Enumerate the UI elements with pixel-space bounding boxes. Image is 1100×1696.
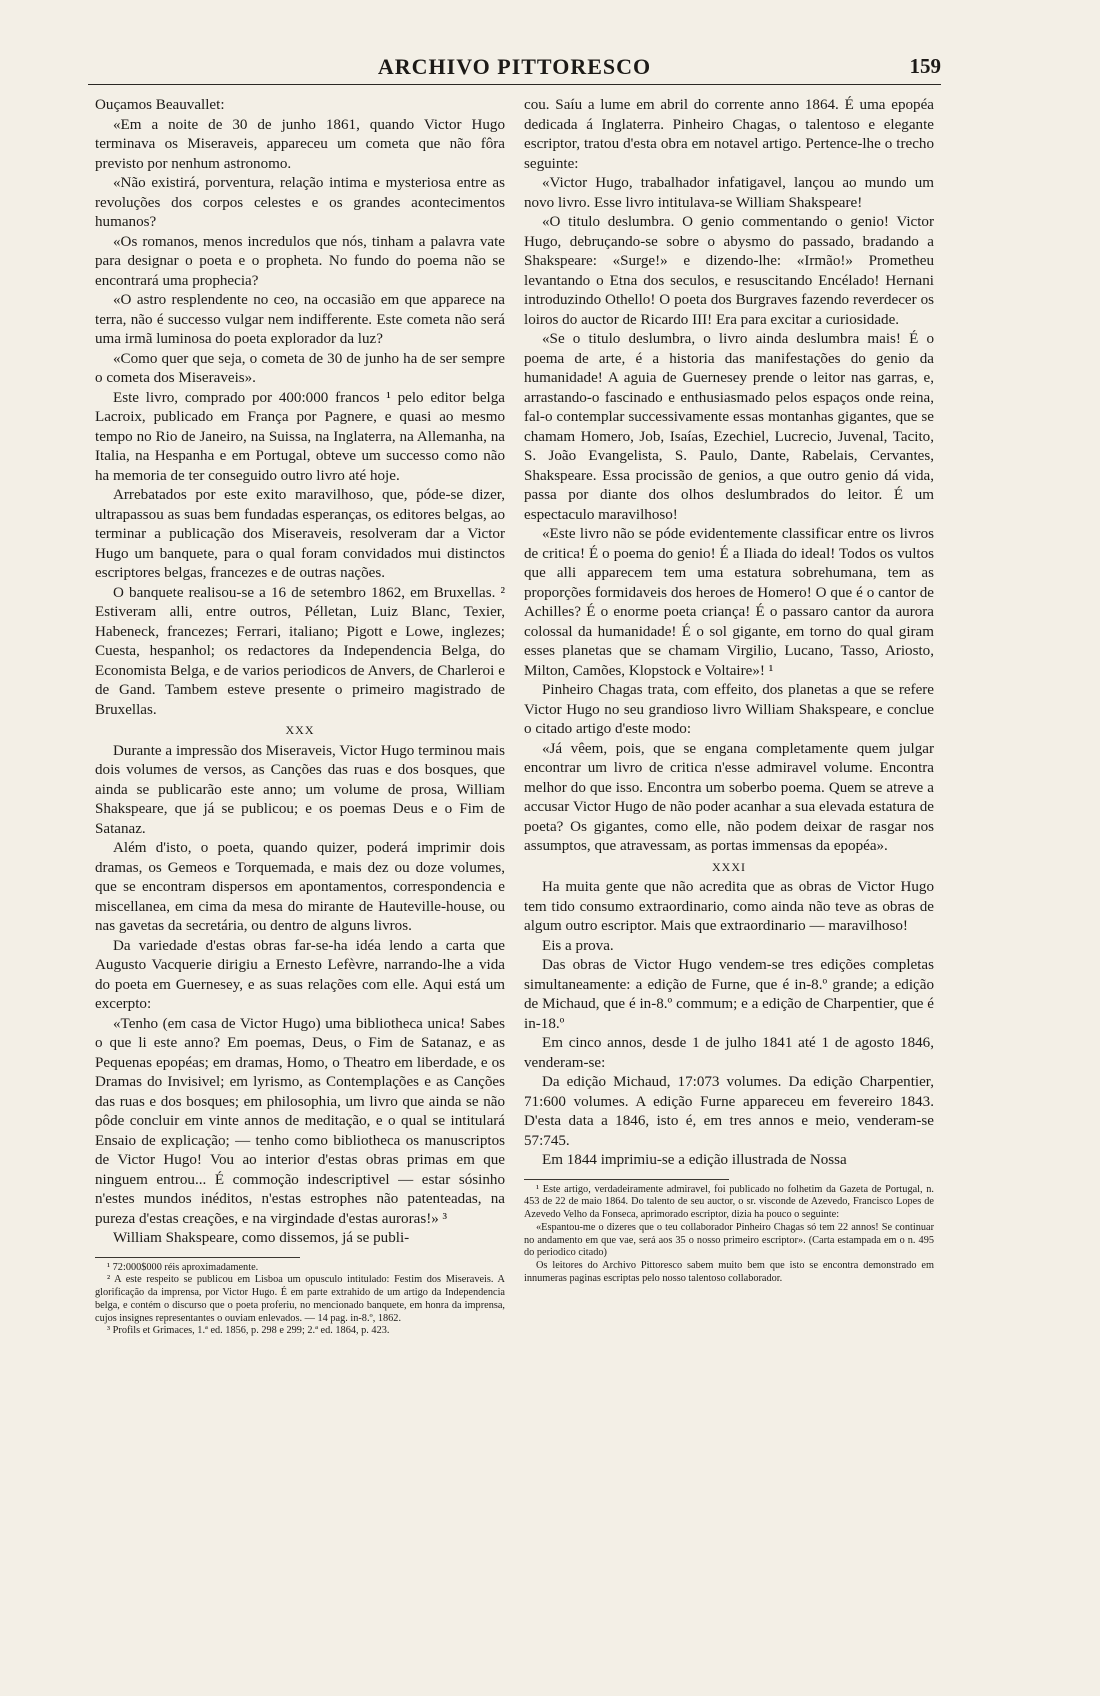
paragraph: O banquete realisou-se a 16 de setembro 1862, em Bruxellas. ² Estiveram alli, entre outros, Pélletan, Luiz Blanc, Texier, Habeneck, francezes; Ferrari, italiano; Pigott e Lowe, inglezes; Cuesta, hespanhol; os redactores da Independencia Belga, do Economista Belga, e de varios periodicos de Anvers, de Charleroi e de Gand. Tambem esteve presente o primeiro magistrado de Bruxellas.	[95, 584, 505, 718]
paragraph: «O titulo deslumbra. O genio commentando o genio! Victor Hugo, debruçando-se sobre o abysmo do passado, bradando a Shakspeare: «Surge!» e dizendo-lhe: «Irmão!» Prometheu levantando o Etna dos seculos, e resuscitando Encélado! Hernani introduzindo Othello! O poeta dos Burgraves fazendo reverdecer os loiros do auctor de Ricardo III! Era para excitar a curiosidade.	[524, 214, 934, 328]
paragraph: Este livro, comprado por 400:000 francos ¹ pelo editor belga Lacroix, publicado em França por Pagnere, e quasi ao mesmo tempo no Rio de Janeiro, na Suissa, na Inglaterra, na Allemanha, na Italia, na Hespanha e em Portugal, obteve um successo como não ha memoria de ter conseguido outro livro até hoje.	[95, 389, 505, 484]
paragraph: Pinheiro Chagas trata, com effeito, dos planetas a que se refere Victor Hugo no seu grandioso livro William Shakspeare, e conclue o citado artigo d'este modo:	[524, 682, 934, 737]
paragraph: Da variedade d'estas obras far-se-ha idéa lendo a carta que Augusto Vacquerie dirigiu a Ernesto Lefèvre, narrando-lhe a vida do poeta em Guernesey, e as suas relações com elle. Aqui está um excerpto:	[95, 937, 505, 1012]
footnote: ² A este respeito se publicou em Lisboa um opusculo intitulado: Festim dos Miseraveis. A glorificação da imprensa, por Victor Hugo. É em parte extrahido de um artigo da Independencia belga, e contém o discurso que o poeta proferiu, no mencionado banquete, em honra da imprensa, cujos insignes representantes o ouviam enlevados. — 14 pag. in-8.º, 1862.	[95, 1274, 505, 1324]
paragraph: «Já vêem, pois, que se engana completamente quem julgar encontrar um livro de critica n'esse admiravel volume. Encontra melhor do que isso. Encontra um soberbo poema. Quem se atreve a accusar Victor Hugo de não poder acanhar a sua elevada estatura de poeta? Os gigantes, como elle, não podem deixar de rasgar nos assumptos, que atravessam, as portas immensas da epopéa».	[524, 740, 934, 854]
section-number: XXX	[285, 723, 315, 737]
paragraph: «Victor Hugo, trabalhador infatigavel, lançou ao mundo um novo livro. Esse livro intitulava-se William Shakspeare!	[524, 175, 934, 211]
paragraph: Arrebatados por este exito maravilhoso, que, póde-se dizer, ultrapassou as suas bem fundadas esperanças, os editores belgas, ao terminar a publicação dos Miseraveis, resolveram dar a Victor Hugo um banquete, para o qual foram convidados mui distinctos escriptores belgas, francezes e de outras nações.	[95, 487, 505, 581]
paragraph: Além d'isto, o poeta, quando quizer, poderá imprimir dois dramas, os Gemeos e Torquemada, e mais dez ou doze volumes, que se encontram dispersos em apontamentos, correspondencia e miscellanea, em cima da mesa do mirante de Hauteville-house, ou nas gavetas da secretária, ou dentro de alguns livros.	[95, 840, 505, 934]
paragraph: «O astro resplendente no ceo, na occasião em que apparece na terra, não é successo vulgar nem indifferente. Este cometa não será uma irmã luminosa do poeta explorador da luz?	[95, 292, 505, 347]
paragraph: Em cinco annos, desde 1 de julho 1841 até 1 de agosto 1846, venderam-se:	[524, 1035, 934, 1071]
paragraph: Eis a prova.	[542, 937, 614, 954]
paragraph: «Se o titulo deslumbra, o livro ainda deslumbra mais! É o poema de arte, é a historia das manifestações do genio da humanidade! A aguia de Guernesey prende o leitor nas garras, e, arrastando-o fascinado e enthusiasmado pelos espaços onde reina, fal-o contemplar successivamente essas montanhas gigantes, que se chamam Homero, Job, Isaías, Ezechiel, Lucrecio, Juvenal, Tacito, S. João Evangelista, S. Paulo, Dante, Rabelais, Cervantes, Shakspeare. Essa procissão de genios, a que outro genio dá vida, passa por diante dos olhos deslumbrados do leitor. É um espectaculo maravilhoso!	[524, 331, 934, 523]
footnote-rule	[524, 1179, 729, 1180]
paragraph: Ha muita gente que não acredita que as obras de Victor Hugo tem tido consumo extraordinario, como ainda não teve as obras de algum outro escriptor. Mais que extraordinario — maravilhoso!	[524, 879, 934, 934]
footnote: ¹ Este artigo, verdadeiramente admiravel, foi publicado no folhetim da Gazeta de Portugal, n. 453 de 22 de maio 1864. Do talento de seu auctor, o sr. visconde de Azevedo, Francisco Lopes de Azevedo Velho da Fonseca, aprimorado escriptor, dizia ha pouco o seguinte:	[524, 1183, 934, 1221]
page-number: 159	[909, 54, 941, 78]
paragraph: «Como quer que seja, o cometa de 30 de junho ha de ser sempre o cometa dos Miseraveis».	[95, 350, 505, 386]
paragraph: Durante a impressão dos Miseraveis, Victor Hugo terminou mais dois volumes de versos, as Canções das ruas e dos bosques, que ainda se publicarão este anno; um volume de prosa, William Shakspeare, que já se publicou; e os poemas Deus e o Fim de Satanaz.	[95, 742, 505, 837]
section-number: XXXI	[712, 859, 746, 874]
paragraph: «Este livro não se póde evidentemente classificar entre os livros de critica! É o poema do genio! É a Iliada do ideal! Todos os vultos que alli apparecem tem uma estatura sobrehumana, tem as proporções formidaveis dos heroes de Homero! O que é o cantor de Achilles? É o enorme poeta criança! É o passaro cantor da aurora colossal da humanidade! É o sol gigante, em torno do qual giram esses planetas que se chamam Virgilio, Lucano, Tasso, Ariosto, Milton, Camões, Klopstock e Voltaire»! ¹	[524, 526, 934, 679]
footnote: «Espantou-me o dizeres que o teu collaborador Pinheiro Chagas só tem 22 annos! Se continuar no andamento em que vae, será aos 35 o nosso primeiro escriptor». (Carta estampada em o n. 495 do periodico citado)	[524, 1221, 934, 1259]
running-header	[88, 52, 941, 85]
footnote: Os leitores do Archivo Pittoresco sabem muito bem que isto se encontra demonstrado em innumeras paginas escriptas pelo nosso talentoso collaborador.	[524, 1260, 934, 1285]
left-column	[95, 96, 505, 1338]
paragraph: «Tenho (em casa de Victor Hugo) uma bibliotheca unica! Sabes o que li este anno? Em poemas, Deus, o Fim de Satanaz, e as Pequenas epopéas; em dramas, Homo, o Theatro em liberdade, e os Dramas do Invisivel; em lyrismo, as Contemplações e as Canções das ruas e dos bosques; em philosophia, um livro que ainda se não pôde concluir em vinte annos de meditação, e o qual se intitulará Ensaio de explicação; — tenho como bibliotheca os manuscriptos de Victor Hugo! Vou ao interior d'estas obras primas em que ninguem entrou... É commoção indescriptivel — estar sósinho n'estes mundos inéditos, n'estas estrophes não patenteadas, na pureza d'estas creações, e na virgindade d'estas auroras!» ³	[95, 1015, 505, 1227]
paragraph: William Shakspeare, como dissemos, já se publi-	[113, 1230, 410, 1246]
paragraph: cou. Saíu a lume em abril do corrente anno 1864. É uma epopéa dedicada á Inglaterra. Pinheiro Chagas, o talentoso e elegante escriptor, tratou d'esta obra em notavel artigo. Pertence-lhe o trecho seguinte:	[524, 97, 934, 172]
paragraph: Das obras de Victor Hugo vendem-se tres edições completas simultaneamente: a edição de Furne, que é in-8.º grande; a edição de Michaud, que é in-8.º commum; e a edição de Charpentier, que é in-18.º	[524, 957, 934, 1032]
footnote: ¹ 72:000$000 réis aproximadamente.	[107, 1261, 259, 1273]
paragraph: Ouçamos Beauvallet:	[95, 97, 225, 113]
paragraph: «Não existirá, porventura, relação intima e mysteriosa entre as revoluções dos corpos celestes e os grandes acontecimentos humanos?	[95, 175, 505, 230]
footnotes	[95, 1257, 505, 1339]
paragraph: Da edição Michaud, 17:073 volumes. Da edição Charpentier, 71:600 volumes. A edição Furne appareceu em fevereiro 1843. D'esta data a 1846, isto é, em tres annos e meio, venderam-se 57:745.	[524, 1074, 934, 1149]
footnote-rule	[95, 1257, 300, 1258]
footnote: ³ Profils et Grimaces, 1.ª ed. 1856, p. 298 e 299; 2.ª ed. 1864, p. 423.	[107, 1325, 390, 1337]
paragraph: Em 1844 imprimiu-se a edição illustrada de Nossa	[542, 1152, 847, 1168]
paragraph: «Os romanos, menos incredulos que nós, tinham a palavra vate para designar o poeta e o propheta. No fundo do poema não se encontrará uma prophecia?	[95, 233, 505, 289]
journal-title: ARCHIVO PITTORESCO	[377, 54, 652, 79]
footnotes	[524, 1179, 934, 1286]
right-column	[524, 96, 934, 1286]
paragraph: «Em a noite de 30 de junho 1861, quando Victor Hugo terminava os Miseraveis, appareceu um cometa que não fôra previsto por nenhum astronomo.	[95, 116, 505, 172]
